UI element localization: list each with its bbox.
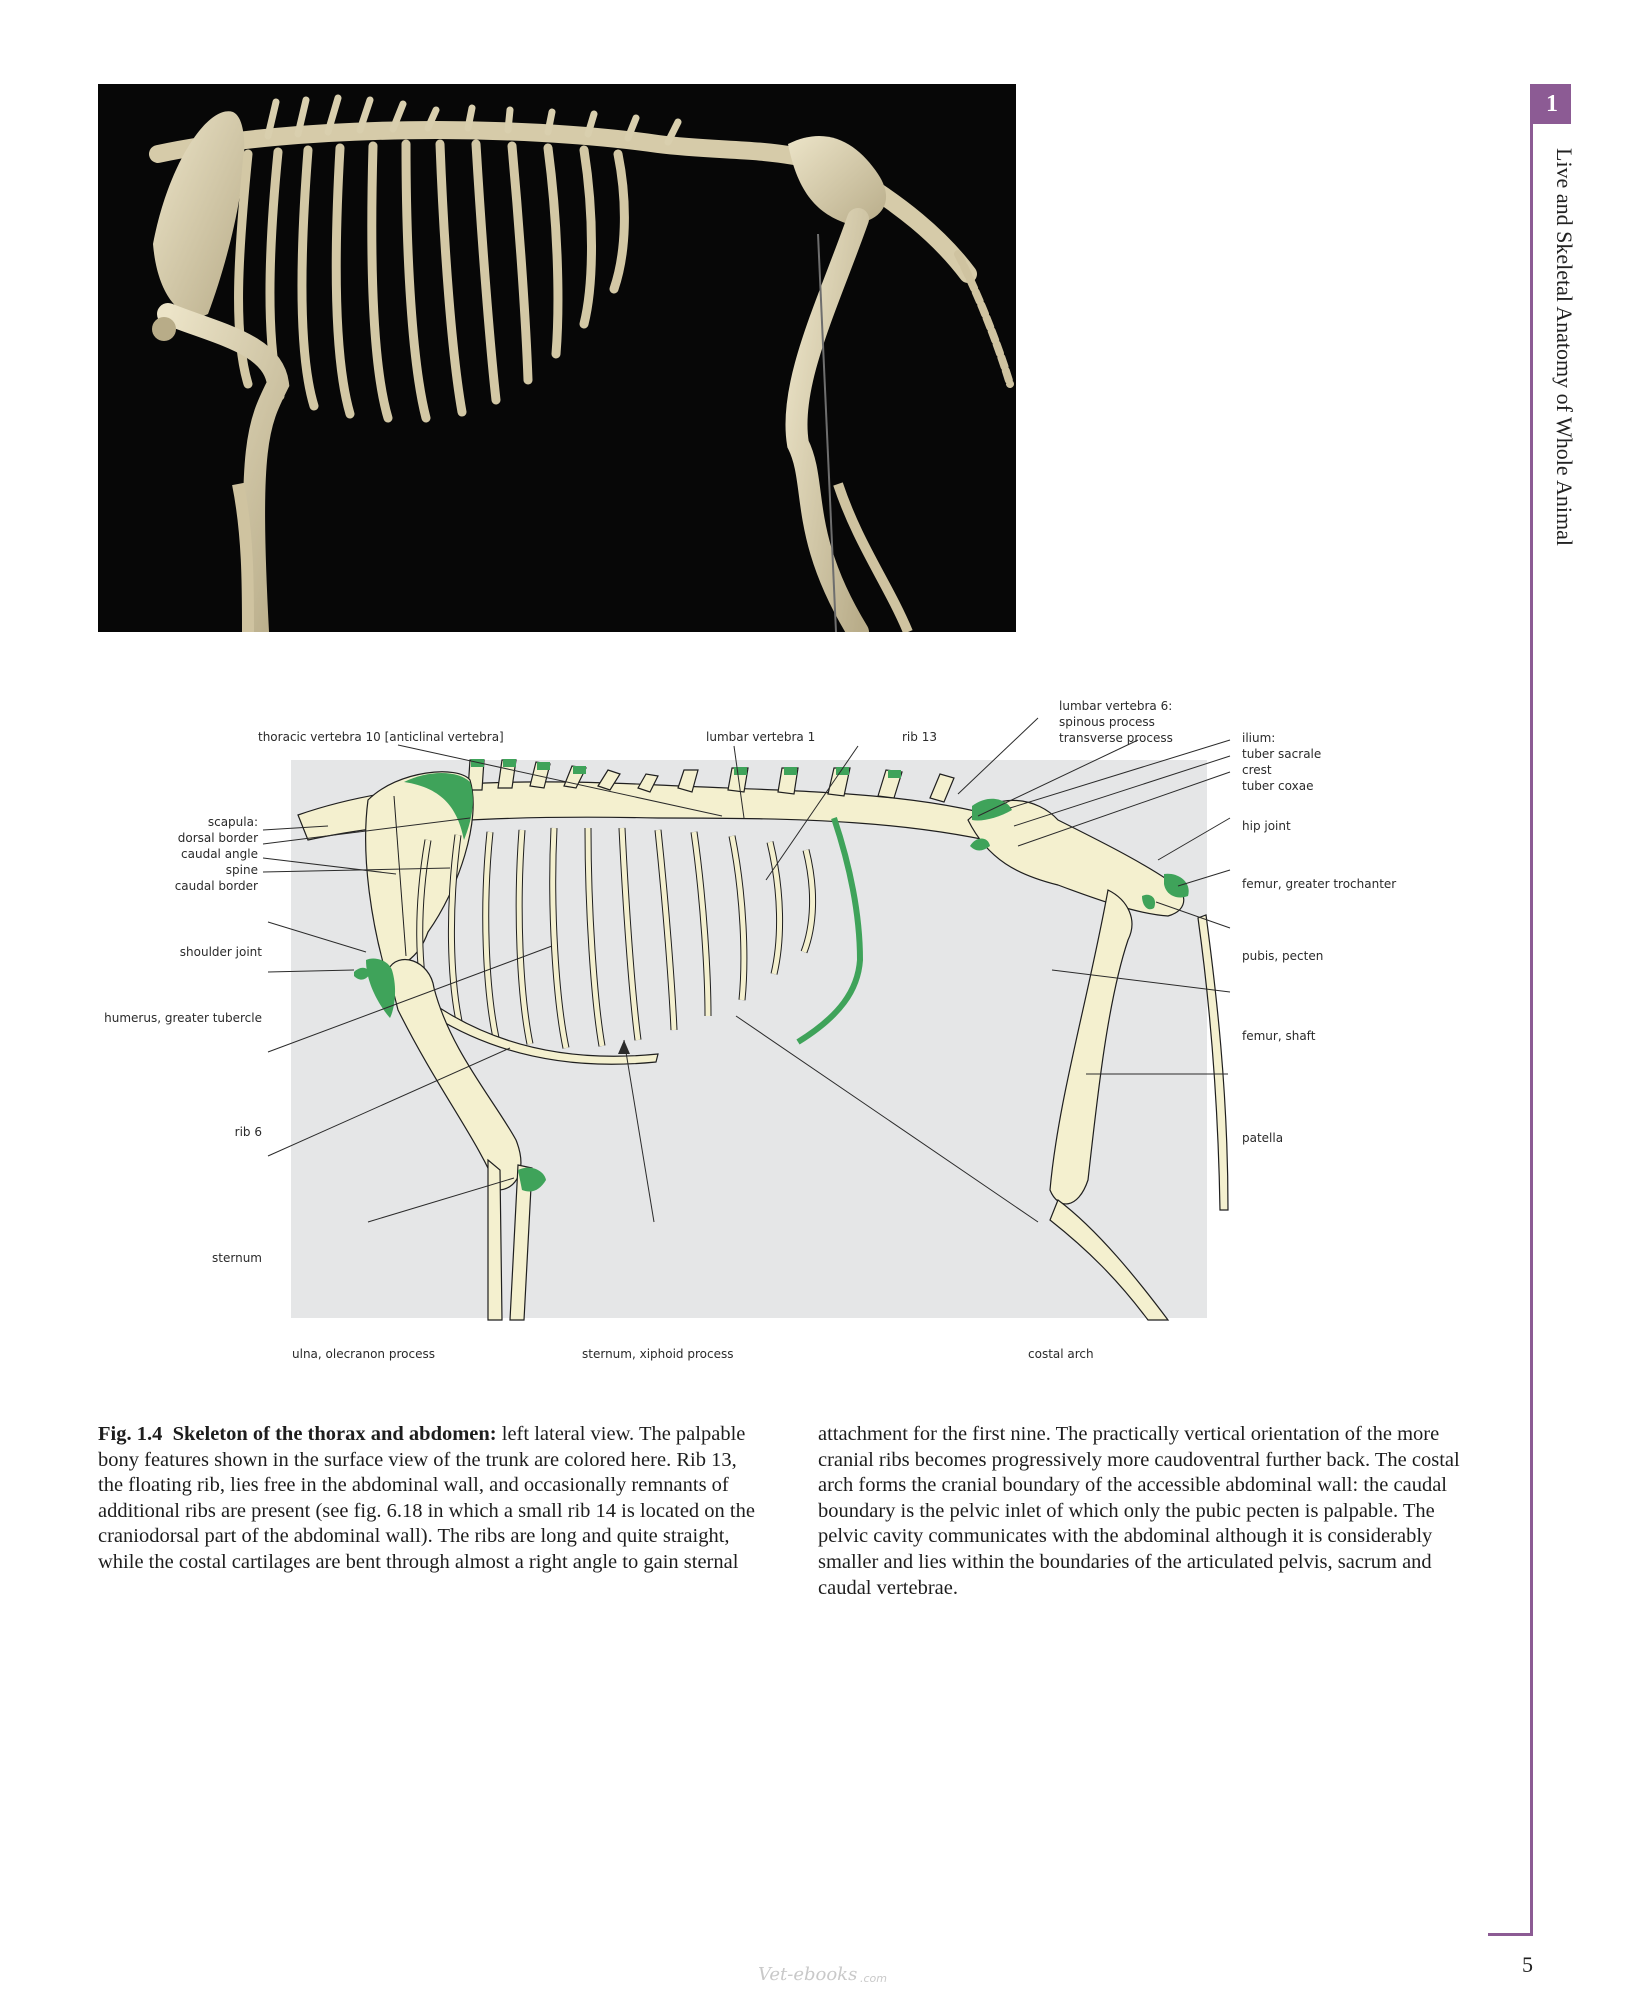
label-sternum: sternum bbox=[212, 1251, 262, 1265]
caption-left-column bbox=[98, 1422, 763, 1576]
label-caudal-border: caudal border bbox=[174, 879, 258, 893]
label-patella: patella bbox=[1242, 1131, 1284, 1145]
caption-text-right: attachment for the first nine. The practically vertical orientation of the more cranial ribs becomes progressively more caudoventral further back. The costal arch forms the cranial boundary of the accessible abdominal wall: the caudal boundary is the pelvic inlet of which only the pubic pecten is palpable. The pelvic cavity communicates with the abdominal although it is considerably smaller and lies within the boundaries of the articulated pelvis, sacrum and caudal vertebrae. bbox=[818, 1423, 1460, 1599]
label-ilium: ilium: bbox=[1242, 731, 1276, 745]
label-shoulder-joint: shoulder joint bbox=[179, 945, 262, 959]
caption-right-column bbox=[818, 1422, 1483, 1601]
label-femur-shaft: femur, shaft bbox=[1242, 1029, 1316, 1043]
label-rib-13: rib 13 bbox=[902, 730, 937, 744]
label-rib-6: rib 6 bbox=[234, 1125, 262, 1139]
label-pubis-pecten: pubis, pecten bbox=[1242, 949, 1324, 963]
page-number: 5 bbox=[1522, 1952, 1533, 1977]
label-hip-joint: hip joint bbox=[1242, 819, 1291, 833]
label-spine: spine bbox=[225, 863, 258, 877]
caption-title: Skeleton of the thorax and abdomen: bbox=[172, 1423, 497, 1445]
chapter-title: Live and Skeletal Anatomy of Whole Animal bbox=[1552, 148, 1577, 546]
chapter-number: 1 bbox=[1533, 84, 1571, 124]
figure-label: Fig. 1.4 bbox=[98, 1423, 163, 1445]
label-sternum-xiphoid: sternum, xiphoid process bbox=[582, 1347, 734, 1361]
caption-text-left: left lateral view. The palpable bony features shown in the surface view of the trunk are colored here. Rib 13, the floating rib, lies free in the abdominal wall, and occasionally remnants of additional ribs are present (see fig. 6.18 in which a small rib 14 is located on the craniodorsal part of the abdominal wall). The ribs are long and quite straight, while the costal cartilages are bent through almost a right angle to gain sternal bbox=[98, 1423, 755, 1573]
chapter-divider-foot bbox=[1488, 1933, 1533, 1936]
chapter-divider-line bbox=[1530, 84, 1533, 1936]
label-femur-greater-trochanter: femur, greater trochanter bbox=[1242, 877, 1397, 891]
label-thoracic-vertebra-10: thoracic vertebra 10 [anticlinal vertebra] bbox=[258, 730, 504, 744]
svg-text:Vet-ebooks: Vet-ebooks bbox=[758, 1964, 858, 1985]
label-scapula: scapula: bbox=[207, 815, 258, 829]
label-lumbar-vertebra-1: lumbar vertebra 1 bbox=[706, 730, 816, 744]
skeleton-diagram bbox=[98, 670, 1438, 1370]
svg-text:.com: .com bbox=[860, 1972, 887, 1985]
label-dorsal-border: dorsal border bbox=[177, 831, 258, 845]
label-lumbar-vertebra-6: lumbar vertebra 6: bbox=[1059, 699, 1173, 713]
label-caudal-angle: caudal angle bbox=[181, 847, 258, 861]
label-costal-arch: costal arch bbox=[1028, 1347, 1094, 1361]
label-tuber-sacrale: tuber sacrale bbox=[1242, 747, 1322, 761]
label-crest: crest bbox=[1242, 763, 1272, 777]
label-tuber-coxae: tuber coxae bbox=[1242, 779, 1314, 793]
watermark-logo bbox=[754, 1960, 914, 1990]
label-humerus-greater-tubercle: humerus, greater tubercle bbox=[104, 1011, 262, 1025]
label-transverse-process: transverse process bbox=[1059, 731, 1173, 745]
skeleton-photo bbox=[98, 84, 1016, 632]
label-ulna-olecranon: ulna, olecranon process bbox=[292, 1347, 435, 1361]
label-spinous-process: spinous process bbox=[1059, 715, 1155, 729]
